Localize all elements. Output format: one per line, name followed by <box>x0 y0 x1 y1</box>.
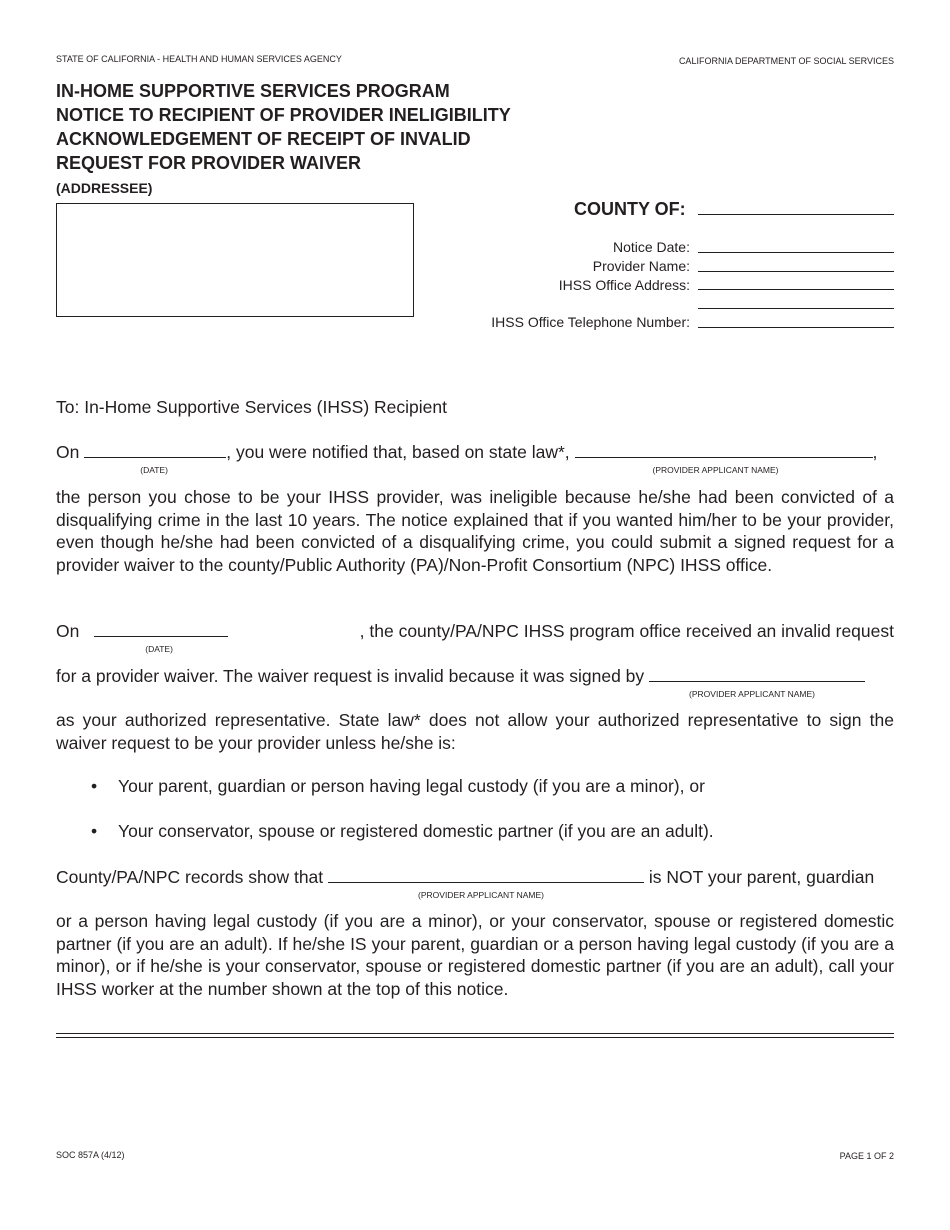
p6-end: is NOT your parent, guardian <box>648 867 875 887</box>
provider-blank-2[interactable] <box>649 668 865 699</box>
notice-date-label: Notice Date: <box>612 239 690 255</box>
addressee-label: (ADDRESSEE) <box>56 180 153 196</box>
title-line-1: IN-HOME SUPPORTIVE SERVICES PROGRAM <box>56 81 450 101</box>
divider-rule-top <box>56 1033 894 1034</box>
p3-on: On <box>56 621 80 641</box>
provider-blank-1[interactable] <box>575 444 873 475</box>
bullet-item-2 <box>91 821 714 842</box>
addressee-box[interactable] <box>56 203 414 317</box>
provider-caption-3: (PROVIDER APPLICANT NAME) <box>418 890 544 900</box>
provider-name-field[interactable] <box>698 271 894 272</box>
p1-end: , <box>872 442 878 462</box>
county-label: COUNTY OF: <box>574 199 686 219</box>
form-id: SOC 857A (4/12) <box>56 1150 125 1160</box>
p6-start: County/PA/NPC records show that <box>56 867 324 887</box>
paragraph-1 <box>56 441 894 475</box>
paragraph-3 <box>56 620 894 654</box>
date-caption-1: (DATE) <box>140 465 168 475</box>
paragraph-2: the person you chose to be your IHSS provider, was ineligible because he/she had been convicted of a disqualifying crime in the last 10 years. The notice explained that if you wanted him/her to be your provider, even though he/she had been convicted of a disqualifying crime, you could submit a signed request for a provider waiver to the county/Public Authority (PA)/Non-Profit Consortium (NPC) IHSS office. <box>56 487 894 575</box>
date-blank-2[interactable] <box>94 623 228 654</box>
p1-on: On <box>56 442 80 462</box>
form-title <box>56 79 511 175</box>
date-caption-2: (DATE) <box>145 644 173 654</box>
provider-name-label: Provider Name: <box>592 258 690 274</box>
p1-mid: , you were notified that, based on state law*, <box>226 442 570 462</box>
office-phone-field[interactable] <box>698 327 894 328</box>
to-line: To: In-Home Supportive Services (IHSS) Recipient <box>56 397 447 417</box>
provider-caption-2: (PROVIDER APPLICANT NAME) <box>689 689 815 699</box>
office-address-field-2[interactable] <box>698 308 894 309</box>
bullet-glyph: • <box>91 821 98 841</box>
office-address-label: IHSS Office Address: <box>558 277 690 293</box>
title-line-2: NOTICE TO RECIPIENT OF PROVIDER INELIGIBILITY <box>56 105 511 125</box>
date-blank-1[interactable] <box>84 444 226 475</box>
paragraph-4 <box>56 665 894 699</box>
notice-date-field[interactable] <box>698 252 894 253</box>
provider-caption-1: (PROVIDER APPLICANT NAME) <box>652 465 779 475</box>
agency-header: STATE OF CALIFORNIA - HEALTH AND HUMAN SERVICES AGENCY <box>56 54 342 64</box>
paragraph-5: as your authorized representative. State law* does not allow your authorized representative to sign the waiver request to be your provider unless he/she is: <box>56 710 894 753</box>
bullet-1-text: Your parent, guardian or person having legal custody (if you are a minor), or <box>118 776 705 796</box>
county-field[interactable] <box>698 214 894 215</box>
department-header: CALIFORNIA DEPARTMENT OF SOCIAL SERVICES <box>678 56 894 66</box>
divider-rule-bottom <box>56 1037 894 1038</box>
page-number: PAGE 1 OF 2 <box>839 1151 894 1161</box>
paragraph-7: or a person having legal custody (if you are a minor), or your conservator, spouse or registered domestic partner (if you are an adult). If he/she IS your parent, guardian or a person having legal custody (if you are a minor), or if he/she is your conservator, spouse or registered domestic partner (if you are an adult), call your IHSS worker at the number shown at the top of this notice. <box>56 911 894 999</box>
title-line-3: ACKNOWLEDGEMENT OF RECEIPT OF INVALID <box>56 129 471 149</box>
office-address-field-1[interactable] <box>698 289 894 290</box>
office-phone-label: IHSS Office Telephone Number: <box>491 314 690 330</box>
bullet-glyph: • <box>91 776 98 796</box>
paragraph-6 <box>56 866 894 900</box>
p4-text: for a provider waiver. The waiver request is invalid because it was signed by <box>56 666 645 686</box>
p3-rest: , the county/PA/NPC IHSS program office received an invalid request <box>359 621 894 641</box>
bullet-2-text: Your conservator, spouse or registered domestic partner (if you are an adult). <box>118 821 714 841</box>
bullet-item-1 <box>91 776 705 797</box>
title-line-4: REQUEST FOR PROVIDER WAIVER <box>56 153 362 173</box>
provider-blank-3[interactable] <box>328 869 644 900</box>
